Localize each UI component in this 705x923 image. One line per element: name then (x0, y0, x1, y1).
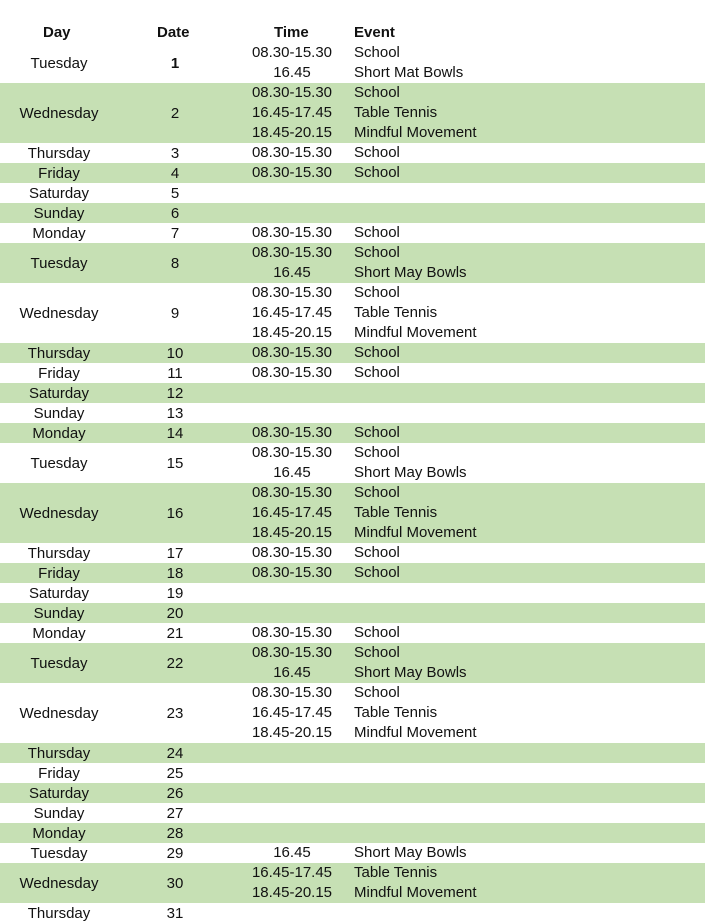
header-date: Date (157, 24, 190, 41)
table-row (0, 283, 705, 343)
time-cell: 08.30-15.30 (251, 344, 333, 361)
day-cell: Tuesday (30, 844, 88, 862)
time-cell: 08.30-15.30 (251, 624, 333, 641)
event-line (0, 563, 705, 583)
date-cell: 19 (166, 584, 184, 602)
table-row (0, 483, 705, 543)
event-line (0, 83, 705, 103)
day-cell: Friday (38, 564, 80, 582)
day-cell: Friday (38, 164, 80, 182)
schedule-table (0, 43, 705, 923)
day-cell: Tuesday (30, 54, 88, 72)
table-row (0, 543, 705, 563)
date-cell: 1 (170, 54, 180, 72)
event-cell: Short Mat Bowls (354, 64, 464, 81)
time-cell: 08.30-15.30 (251, 444, 333, 461)
time-cell: 08.30-15.30 (251, 164, 333, 181)
date-cell: 26 (166, 784, 184, 802)
time-cell: 16.45-17.45 (251, 864, 333, 881)
header-time: Time (274, 24, 309, 41)
date-cell: 24 (166, 744, 184, 762)
time-cell: 16.45-17.45 (251, 504, 333, 521)
date-cell: 4 (170, 164, 180, 182)
date-cell: 11 (167, 364, 183, 382)
table-row (0, 403, 705, 423)
event-cell: Mindful Movement (354, 124, 477, 141)
date-cell: 22 (166, 654, 184, 672)
table-row (0, 563, 705, 583)
table-row (0, 143, 705, 163)
event-line (0, 883, 705, 903)
header-event: Event (354, 24, 395, 41)
date-cell: 13 (166, 404, 184, 422)
time-cell: 16.45-17.45 (251, 104, 333, 121)
time-cell: 08.30-15.30 (251, 284, 333, 301)
table-row (0, 763, 705, 783)
time-cell: 08.30-15.30 (251, 364, 333, 381)
table-row (0, 423, 705, 443)
time-cell: 16.45-17.45 (251, 304, 333, 321)
event-line (0, 843, 705, 863)
date-cell: 25 (166, 764, 184, 782)
event-line (0, 43, 705, 63)
event-cell: Table Tennis (354, 864, 438, 881)
date-cell: 9 (170, 304, 180, 322)
event-line (0, 523, 705, 543)
date-cell: 10 (166, 344, 184, 362)
table-row (0, 443, 705, 483)
date-cell: 17 (166, 544, 184, 562)
time-cell: 16.45-17.45 (251, 704, 333, 721)
event-line (0, 863, 705, 883)
table-row (0, 203, 705, 223)
table-row (0, 583, 705, 603)
day-cell: Monday (32, 824, 86, 842)
day-cell: Wednesday (19, 874, 99, 892)
event-line (0, 703, 705, 723)
day-cell: Tuesday (30, 654, 88, 672)
time-cell: 08.30-15.30 (251, 684, 333, 701)
date-cell: 16 (166, 504, 184, 522)
date-cell: 6 (170, 204, 180, 222)
date-cell: 5 (170, 184, 180, 202)
day-cell: Friday (38, 364, 80, 382)
event-line (0, 263, 705, 283)
event-cell: School (354, 244, 400, 261)
time-cell: 16.45 (273, 664, 311, 681)
time-cell: 08.30-15.30 (251, 424, 333, 441)
event-line (0, 283, 705, 303)
event-cell: School (354, 164, 400, 181)
time-cell: 08.30-15.30 (251, 144, 333, 161)
event-cell: School (354, 44, 400, 61)
time-cell: 16.45 (273, 264, 311, 281)
time-cell: 08.30-15.30 (251, 224, 333, 241)
event-cell: School (354, 484, 400, 501)
time-cell: 16.45 (273, 844, 311, 861)
event-line (0, 243, 705, 263)
date-cell: 29 (166, 844, 184, 862)
day-cell: Tuesday (30, 254, 88, 272)
day-cell: Monday (32, 224, 86, 242)
event-line (0, 63, 705, 83)
time-cell: 08.30-15.30 (251, 544, 333, 561)
event-line (0, 483, 705, 503)
time-cell: 18.45-20.15 (251, 884, 333, 901)
time-cell: 08.30-15.30 (251, 644, 333, 661)
event-line (0, 423, 705, 443)
date-cell: 12 (166, 384, 184, 402)
event-cell: Mindful Movement (354, 524, 477, 541)
table-row (0, 83, 705, 143)
table-row (0, 783, 705, 803)
table-row (0, 163, 705, 183)
event-line (0, 143, 705, 163)
event-line (0, 343, 705, 363)
day-cell: Thursday (27, 744, 91, 762)
table-row (0, 383, 705, 403)
event-cell: Table Tennis (354, 304, 438, 321)
day-cell: Saturday (28, 584, 90, 602)
event-cell: School (354, 644, 400, 661)
table-row (0, 603, 705, 623)
header-day: Day (43, 24, 71, 41)
table-header (0, 23, 705, 43)
event-cell: Short May Bowls (354, 664, 467, 681)
day-cell: Monday (32, 424, 86, 442)
table-row (0, 343, 705, 363)
date-cell: 20 (166, 604, 184, 622)
day-cell: Saturday (28, 184, 90, 202)
date-cell: 21 (166, 624, 184, 642)
event-cell: Short May Bowls (354, 264, 467, 281)
day-cell: Thursday (27, 904, 91, 922)
event-cell: Table Tennis (354, 504, 438, 521)
day-cell: Sunday (33, 804, 85, 822)
event-line (0, 363, 705, 383)
event-cell: Mindful Movement (354, 884, 477, 901)
event-cell: School (354, 624, 400, 641)
day-cell: Thursday (27, 544, 91, 562)
event-cell: School (354, 444, 400, 461)
date-cell: 14 (166, 424, 184, 442)
time-cell: 08.30-15.30 (251, 44, 333, 61)
table-row (0, 43, 705, 83)
time-cell: 18.45-20.15 (251, 524, 333, 541)
time-cell: 18.45-20.15 (251, 324, 333, 341)
table-row (0, 903, 705, 923)
table-row (0, 183, 705, 203)
event-line (0, 503, 705, 523)
table-row (0, 243, 705, 283)
event-line (0, 123, 705, 143)
event-cell: School (354, 224, 400, 241)
event-line (0, 683, 705, 703)
event-line (0, 643, 705, 663)
event-cell: School (354, 684, 400, 701)
date-cell: 27 (166, 804, 184, 822)
date-cell: 23 (166, 704, 184, 722)
event-line (0, 163, 705, 183)
day-cell: Saturday (28, 784, 90, 802)
time-cell: 08.30-15.30 (251, 244, 333, 261)
event-cell: School (354, 424, 400, 441)
table-row (0, 363, 705, 383)
event-line (0, 623, 705, 643)
event-cell: Mindful Movement (354, 724, 477, 741)
event-cell: School (354, 564, 400, 581)
date-cell: 8 (170, 254, 180, 272)
day-cell: Tuesday (30, 454, 88, 472)
time-cell: 08.30-15.30 (251, 484, 333, 501)
time-cell: 08.30-15.30 (251, 564, 333, 581)
event-cell: School (354, 284, 400, 301)
event-cell: Table Tennis (354, 104, 438, 121)
event-cell: School (354, 344, 400, 361)
date-cell: 7 (170, 224, 180, 242)
date-cell: 18 (166, 564, 184, 582)
date-cell: 31 (166, 904, 184, 922)
day-cell: Sunday (33, 204, 85, 222)
event-line (0, 303, 705, 323)
time-cell: 18.45-20.15 (251, 724, 333, 741)
time-cell: 18.45-20.15 (251, 124, 333, 141)
event-cell: School (354, 364, 400, 381)
event-line (0, 323, 705, 343)
event-cell: Mindful Movement (354, 324, 477, 341)
day-cell: Saturday (28, 384, 90, 402)
date-cell: 28 (166, 824, 184, 842)
date-cell: 2 (170, 104, 180, 122)
event-line (0, 663, 705, 683)
table-row (0, 843, 705, 863)
event-cell: Short May Bowls (354, 844, 467, 861)
event-line (0, 443, 705, 463)
table-row (0, 683, 705, 743)
day-cell: Wednesday (19, 104, 99, 122)
day-cell: Sunday (33, 404, 85, 422)
day-cell: Wednesday (19, 704, 99, 722)
table-row (0, 643, 705, 683)
day-cell: Wednesday (19, 504, 99, 522)
event-cell: School (354, 144, 400, 161)
time-cell: 16.45 (273, 464, 311, 481)
day-cell: Thursday (27, 344, 91, 362)
event-line (0, 223, 705, 243)
date-cell: 3 (170, 144, 180, 162)
event-cell: School (354, 84, 400, 101)
event-line (0, 463, 705, 483)
time-cell: 08.30-15.30 (251, 84, 333, 101)
day-cell: Monday (32, 624, 86, 642)
table-row (0, 623, 705, 643)
day-cell: Thursday (27, 144, 91, 162)
table-row (0, 803, 705, 823)
date-cell: 30 (166, 874, 184, 892)
day-cell: Sunday (33, 604, 85, 622)
event-line (0, 543, 705, 563)
date-cell: 15 (166, 454, 184, 472)
event-cell: School (354, 544, 400, 561)
event-cell: Short May Bowls (354, 464, 467, 481)
day-cell: Friday (38, 764, 80, 782)
event-line (0, 103, 705, 123)
event-cell: Table Tennis (354, 704, 438, 721)
table-row (0, 823, 705, 843)
table-row (0, 223, 705, 243)
time-cell: 16.45 (273, 64, 311, 81)
table-row (0, 863, 705, 903)
day-cell: Wednesday (19, 304, 99, 322)
table-row (0, 743, 705, 763)
event-line (0, 723, 705, 743)
